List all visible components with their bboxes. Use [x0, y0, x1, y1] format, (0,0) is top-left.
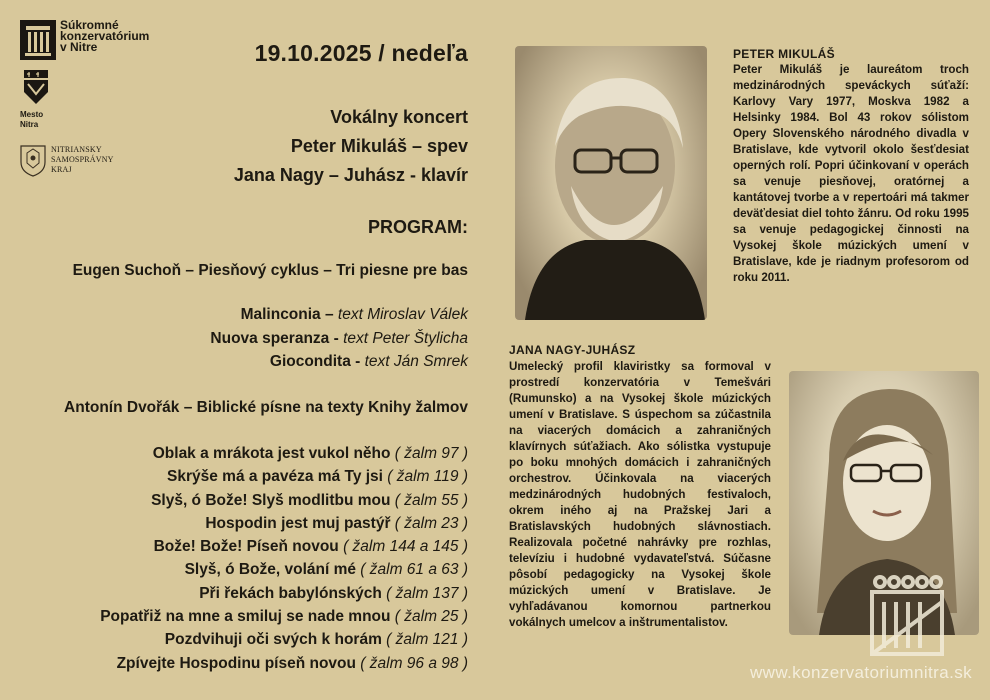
list-item: Hospodin jest muj pastýř ( žalm 23 ): [205, 514, 468, 532]
list-item: Malinconia – text Miroslav Válek: [240, 306, 468, 323]
konz-line-2: konzervatórium: [60, 29, 150, 43]
nitra-crest-icon: [22, 70, 50, 106]
bio2-name: JANA NAGY-JUHÁSZ: [509, 343, 636, 357]
bio1-text: Peter Mikuláš je laureátom troch medzinárodných speváckych súťaží: Karlovy Vary 1977, Moskva 1982 a Helsinky 1984. Bol 43 rokov sólistom Opery Slovenského národného divadla v Bratislave, kde vytvoril okolo šesťdesiat operných rolí. Popri účinkovaní v operách sa venuje piesňovej, oratórnej a kantátovej tvorbe a v repertoári má takmer deväťdesiat diel tohto žánru. Od roku 1995 sa venuje pedagogickej činnosti na Vysokej škole múzických umení v Bratislave, kde je riadnym profesorom od roku 2011.: [733, 63, 969, 284]
mesto-nitra-logo: [20, 70, 56, 134]
konz-line-3: v Nitre: [60, 40, 98, 54]
concert-title: Vokálny koncert: [330, 107, 468, 127]
list-item: Skrýše má a pavéza má Ty jsi ( žalm 119 ): [167, 468, 468, 486]
kraj-line-1: NITRIANSKY: [51, 145, 102, 154]
list-item: Popatřiž na mne a smiluj se nade mnou ( žalm 25 ): [100, 608, 468, 626]
list-item: Nuova speranza - text Peter Štylicha: [210, 329, 468, 347]
konzervatorium-logo: [20, 20, 180, 64]
conservatory-emblem-icon: [20, 20, 56, 60]
performer-pianist: Jana Nagy – Juhász - klavír: [233, 165, 468, 185]
conservatory-watermark-icon: [866, 574, 948, 658]
mesto-line-1: Mesto: [20, 110, 44, 119]
bio1-name: PETER MIKULÁŠ: [733, 47, 835, 61]
list-item: Při řekách babylónských ( žalm 137 ): [199, 584, 468, 602]
kraj-line-3: KRAJ: [51, 165, 72, 174]
mesto-line-2: Nitra: [20, 120, 39, 129]
list-item: Slyš, ó Bože! Slyš modlitbu mou ( žalm 55 ): [151, 491, 468, 509]
konz-line-1: Súkromné: [60, 18, 119, 32]
list-item: Zpívejte Hospodinu píseň novou ( žalm 96 a 98 ): [116, 654, 468, 672]
list-item: Bože! Bože! Píseň novou ( žalm 144 a 145 ): [153, 538, 468, 556]
kraj-line-2: SAMOSPRÁVNY: [51, 155, 114, 164]
kraj-crest-icon: [20, 145, 46, 177]
performer-singer: Peter Mikuláš – spev: [290, 136, 468, 156]
suchon-cycle-title: Eugen Suchoň – Piesňový cyklus – Tri piesne pre bas: [72, 262, 468, 279]
concert-title-block: [234, 103, 468, 190]
bio2-text: Umelecký profil klaviristky sa formoval v prostredí konzervatória v Temešvári (Rumunsko) a na Vysokej škole múzických umení v Bratislave. S úspechom sa zúčastnila na viacerých domácich a zahraničných klavírnych súťažiach. Ako sólistka vystupuje po boku mnohých domácich i zahraničných orchestrov. Účinkovala na viacerých medzinárodných hudobných festivaloch, okrem iného aj na Pražskej Jari a Bratislavských hudobných slávnostiach. Realizovala početné nahrávky pre rozhlas, televíziu i hudobné vydavateľstvá. Súčasne pôsobí pedagogicky na Vysokej škole múzických umení v Bratislave. Je vyhľadávanou komornou partnerkou vokálnych umelcov a inštrumentalistov.: [509, 360, 771, 629]
list-item: Pozdvihuji oči svých k horám ( žalm 121 ): [164, 631, 468, 649]
suchon-songs: [210, 303, 468, 374]
program-heading: PROGRAM:: [368, 217, 468, 237]
list-item: Oblak a mrákota jest vukol něho ( žalm 97 ): [152, 445, 468, 462]
list-item: Giocondita - text Ján Smrek: [269, 353, 468, 370]
peter-mikulas-photo: [515, 46, 707, 320]
website-url[interactable]: www.konzervatoriumnitra.sk: [749, 663, 972, 682]
dvorak-songs: [100, 442, 468, 675]
list-item: Slyš, ó Bože, volání mé ( žalm 61 a 63 ): [184, 561, 468, 579]
event-date: 19.10.2025 / nedeľa: [254, 40, 468, 66]
portrait-man-icon: [515, 46, 707, 320]
nitriansky-kraj-logo: [20, 143, 130, 179]
dvorak-cycle-title: Antonín Dvořák – Biblické písne na texty Knihy žalmov: [64, 399, 468, 416]
